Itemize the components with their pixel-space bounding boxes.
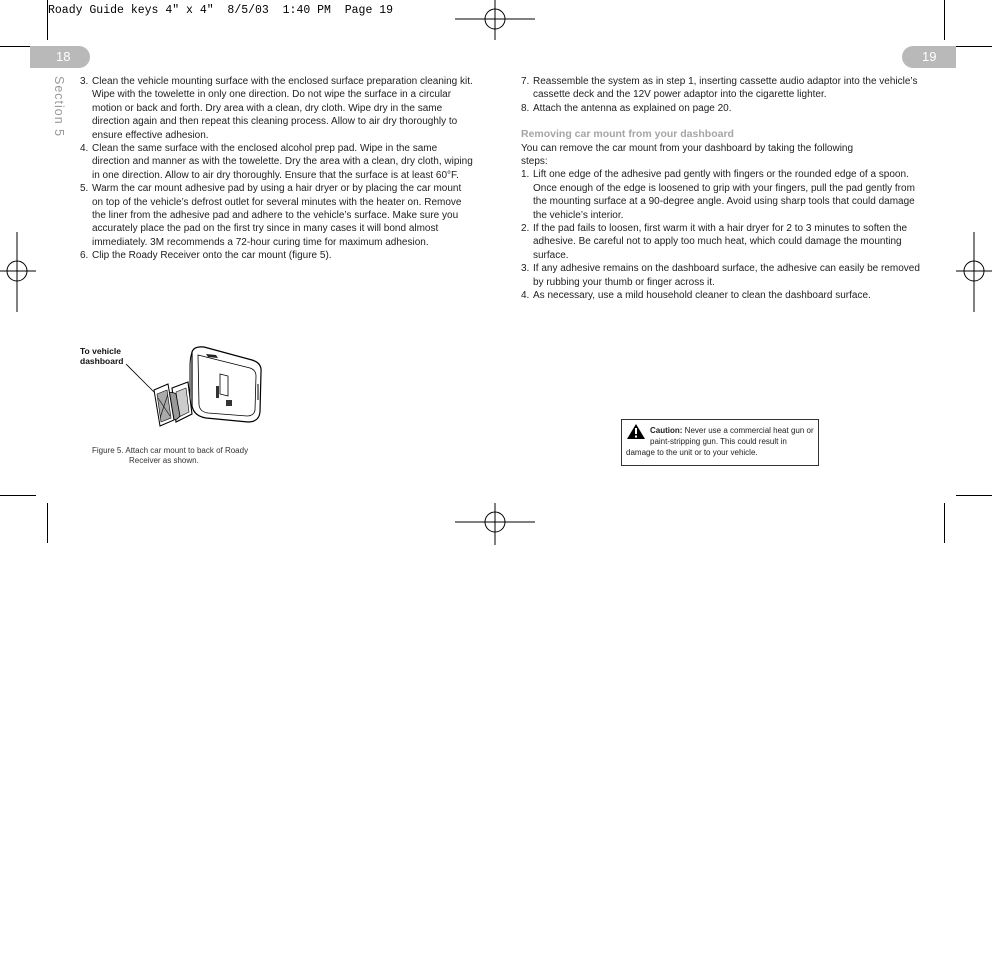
step-text: If the pad fails to loosen, first warm it with a hair dryer for 2 to 3 minutes to soften the adhesive. Be careful not to apply too much heat, which could damage the mounting surface. xyxy=(533,223,908,261)
warning-icon xyxy=(626,423,646,440)
callout-line: dashboard xyxy=(80,356,124,366)
step-number: 5. xyxy=(80,183,89,195)
step-number: 4. xyxy=(521,290,530,302)
section-subheading: Removing car mount from your dashboard xyxy=(521,128,734,141)
step-number: 6. xyxy=(80,250,89,262)
list-item xyxy=(80,182,475,249)
crop-mark xyxy=(944,503,945,543)
step-text: Attach the antenna as explained on page 20. xyxy=(533,102,732,114)
caution-label: Caution: xyxy=(650,426,683,435)
step-text: Lift one edge of the adhesive pad gently with fingers or the rounded edge of a spoon. Once enough of the edge is loosened to grip with your fingers, pull the pad gently from the mounting surface at a 90-degree angle. Avoid using sharp tools that could damage the vehicle’s interior. xyxy=(533,169,915,221)
section-label: Section 5 xyxy=(52,76,66,138)
registration-mark-icon xyxy=(455,503,535,545)
figure-caption xyxy=(92,446,292,466)
crop-mark xyxy=(47,503,48,543)
step-text: Clean the vehicle mounting surface with the enclosed surface preparation cleaning kit. Wipe with the towelette in only one direction. Do not wipe the surface in a circular motion or back and forth. Dry area with a clean, dry cloth. Wipe dry in the same direction again and then repeat this cleaning process. Allow to air dry thoroughly to ensure effective adhesion. xyxy=(92,76,473,141)
list-item xyxy=(80,142,475,182)
crop-mark xyxy=(956,46,992,47)
registration-mark-icon xyxy=(455,0,535,40)
step-number: 8. xyxy=(521,102,530,114)
step-number: 1. xyxy=(521,169,530,181)
left-column xyxy=(80,75,475,263)
step-number: 7. xyxy=(521,76,530,87)
intro-text: You can remove the car mount from your dashboard by taking the following steps: xyxy=(521,142,854,168)
list-item xyxy=(521,289,929,302)
registration-mark-icon xyxy=(956,232,992,312)
step-number: 3. xyxy=(80,76,89,87)
list-item xyxy=(521,102,929,115)
step-number: 2. xyxy=(521,223,530,235)
steps-list xyxy=(80,75,475,263)
crop-mark xyxy=(0,495,36,496)
list-item xyxy=(521,222,929,262)
list-item xyxy=(521,75,929,102)
steps-list xyxy=(521,75,929,115)
page-number-tab-left xyxy=(30,46,90,68)
step-text: Reassemble the system as in step 1, inserting cassette audio adaptor into the vehicle’s cassette deck and the 12V power adaptor into the cigarette lighter. xyxy=(533,76,918,101)
removal-steps-list xyxy=(521,168,929,302)
registration-mark-icon xyxy=(0,232,36,312)
step-text: As necessary, use a mild household cleaner to clean the dashboard surface. xyxy=(533,290,871,302)
caption-line: Figure 5. Attach car mount to back of Roady xyxy=(92,446,249,455)
step-number: 4. xyxy=(80,143,89,155)
step-number: 3. xyxy=(521,263,530,275)
list-item xyxy=(80,75,475,142)
crop-mark xyxy=(956,495,992,496)
step-text: Warm the car mount adhesive pad by using a hair dryer or by placing the car mount on top of the vehicle’s defrost outlet for several minutes with the heater on. Remove the liner from the adhesive pad and adhere to the vehicle’s surface. Make sure you accurately place the pad on the first try since in many cases it will bond almost immediately. 3M recommends a 72-hour curing time for maximum adhesion. xyxy=(92,183,462,248)
page-number: 18 xyxy=(56,49,71,64)
caption-line: Receiver as shown. xyxy=(129,456,199,465)
page-number: 19 xyxy=(922,49,937,64)
crop-mark xyxy=(47,0,48,40)
print-slug-header: Roady Guide keys 4" x 4" 8/5/03 1:40 PM Page 19 xyxy=(48,4,394,17)
step-text: If any adhesive remains on the dashboard surface, the adhesive can easily be removed by rubbing your thumb or finger across it. xyxy=(533,263,920,288)
list-item xyxy=(521,168,929,222)
right-column xyxy=(521,75,929,303)
callout-line: To vehicle xyxy=(80,346,121,356)
list-item xyxy=(521,262,929,289)
car-mount-illustration xyxy=(120,340,270,440)
step-text: Clean the same surface with the enclosed alcohol prep pad. Wipe in the same direction and manner as with the towelette. Dry the area with a clean, dry cloth, wiping in one direction. Allow to air dry thoroughly. Ensure that the surface is at least 60°F. xyxy=(92,143,473,181)
caution-text: Never use a commercial heat gun or paint-stripping gun. This could result in damage to the unit or to your vehicle. xyxy=(626,426,814,457)
crop-mark xyxy=(944,0,945,40)
section-label-container xyxy=(52,76,70,146)
list-item xyxy=(80,249,475,262)
step-text: Clip the Roady Receiver onto the car mount (figure 5). xyxy=(92,250,332,262)
caution-box xyxy=(621,419,819,466)
page-number-tab-right xyxy=(902,46,956,68)
